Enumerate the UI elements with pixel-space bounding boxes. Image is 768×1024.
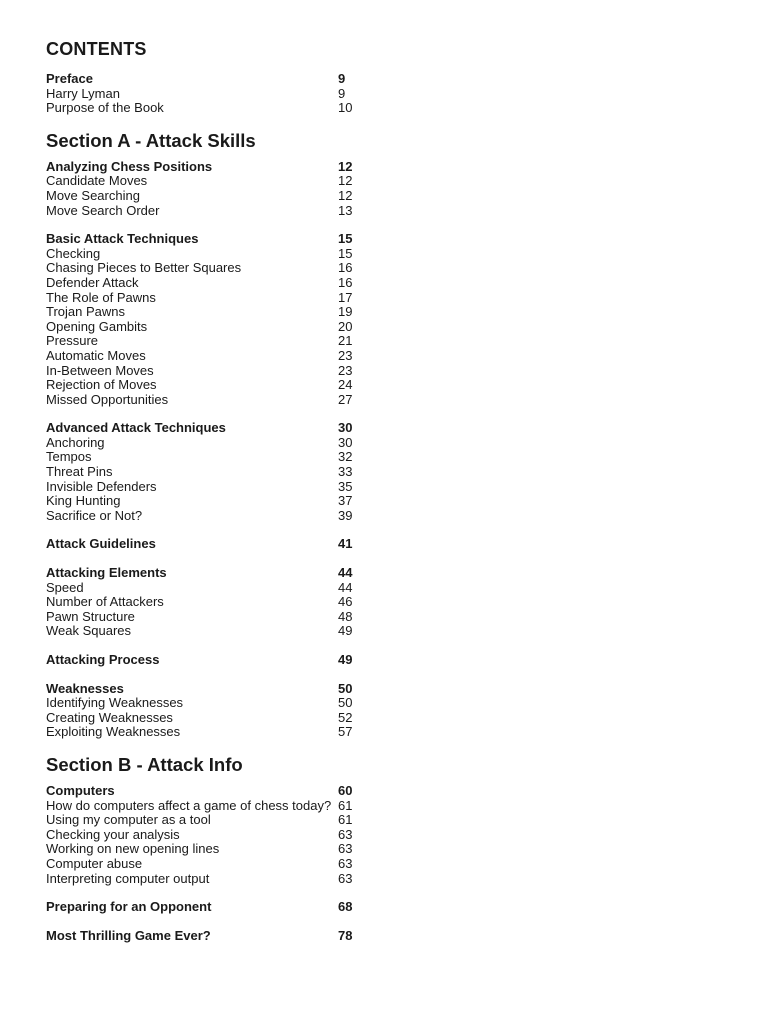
toc-page-number: 15	[338, 231, 353, 247]
toc-entry-label: Creating Weaknesses	[46, 709, 173, 725]
toc-page-number: 13	[338, 202, 353, 218]
toc-page-number: 21	[338, 333, 353, 349]
toc-entry-label: Exploiting Weaknesses	[46, 724, 181, 740]
toc-group	[46, 682, 366, 740]
toc-entry-label: Identifying Weaknesses	[46, 695, 184, 711]
toc-entry-label: Purpose of the Book	[46, 100, 164, 116]
toc-page-number: 12	[338, 173, 353, 189]
toc-page-number: 68	[338, 899, 353, 915]
toc-entry-row[interactable]	[46, 276, 366, 291]
toc-page-number: 10	[338, 100, 353, 116]
toc-page-number: 60	[338, 782, 353, 798]
toc-heading-row[interactable]	[46, 72, 366, 87]
page-title: CONTENTS	[46, 39, 147, 59]
toc-entry-row[interactable]	[46, 291, 366, 306]
toc-entry-label: How do computers affect a game of chess today?	[46, 797, 332, 813]
toc-entry-row[interactable]	[46, 624, 366, 639]
toc-page-number: 48	[338, 608, 353, 624]
toc-group	[46, 160, 366, 218]
section-block	[46, 754, 366, 943]
toc-entry-label: Invisible Defenders	[46, 478, 157, 494]
toc-page-number: 63	[338, 826, 353, 842]
toc-entry-label: The Role of Pawns	[46, 289, 156, 305]
toc-entry-label: Move Search Order	[46, 202, 160, 218]
toc-page-number: 49	[338, 652, 353, 667]
toc-page-number: 44	[338, 579, 353, 595]
toc-entry-row[interactable]	[46, 450, 366, 465]
toc-heading-row[interactable]	[46, 160, 366, 175]
toc-entry-row[interactable]	[46, 174, 366, 189]
toc-entry-label: Computer abuse	[46, 855, 143, 871]
toc-heading-row[interactable]	[46, 900, 366, 915]
toc-entry-row[interactable]	[46, 101, 366, 116]
toc-page-number: 16	[338, 260, 353, 276]
toc-page-number: 20	[338, 318, 353, 334]
toc-page-number: 46	[338, 594, 353, 610]
toc-page-number: 78	[338, 927, 353, 943]
toc-entry-row[interactable]	[46, 711, 366, 726]
toc-heading-row[interactable]	[46, 421, 366, 436]
toc-entry-label: Trojan Pawns	[46, 304, 125, 320]
toc-heading-label: Advanced Attack Techniques	[46, 420, 226, 436]
toc-entry-label: Checking your analysis	[46, 826, 180, 842]
toc-page-number: 16	[338, 274, 353, 290]
toc-page-number: 39	[338, 507, 353, 523]
toc-entry-label: Checking	[46, 245, 101, 261]
toc-page-number: 19	[338, 304, 353, 320]
toc-entry-row[interactable]	[46, 320, 366, 335]
toc-entry-row[interactable]	[46, 204, 366, 219]
toc-entry-label: Missed Opportunities	[46, 391, 169, 407]
section-block	[46, 130, 366, 740]
toc-page-number: 33	[338, 464, 353, 480]
toc-entry-label: Pawn Structure	[46, 608, 135, 624]
toc-entry-label: Number of Attackers	[46, 594, 164, 610]
toc-entry-row[interactable]	[46, 581, 366, 596]
toc-page-number: 9	[338, 71, 346, 86]
toc-page-number: 23	[338, 362, 353, 378]
toc-entry-label: Rejection of Moves	[46, 377, 157, 393]
toc-page-number: 61	[338, 797, 353, 813]
toc-page-number: 17	[338, 289, 353, 305]
toc-entry-label: Pressure	[46, 333, 99, 349]
toc-entry-row[interactable]	[46, 378, 366, 393]
toc-heading-row[interactable]	[46, 537, 366, 552]
toc-group	[46, 421, 366, 523]
toc-heading-row[interactable]	[46, 784, 366, 799]
preface-group	[46, 72, 366, 116]
toc-group	[46, 653, 366, 668]
toc-page-number: 37	[338, 493, 353, 509]
toc-entry-label: Chasing Pieces to Better Squares	[46, 260, 242, 276]
toc-group	[46, 929, 366, 944]
toc-entry-label: Working on new opening lines	[46, 841, 220, 857]
toc-page-number: 15	[338, 245, 353, 261]
toc-page-number: 63	[338, 841, 353, 857]
toc-entry-row[interactable]	[46, 349, 366, 364]
toc-page-number: 24	[338, 377, 353, 393]
toc-entry-row[interactable]	[46, 261, 366, 276]
toc-page-number: 12	[338, 158, 353, 174]
toc-page-number: 50	[338, 680, 353, 696]
toc-entry-label: Tempos	[46, 449, 92, 465]
toc-page-number: 61	[338, 812, 353, 828]
toc-heading-row[interactable]	[46, 653, 366, 668]
toc-entry-row[interactable]	[46, 87, 366, 102]
toc-entry-row[interactable]	[46, 305, 366, 320]
toc-entry-label: Interpreting computer output	[46, 870, 210, 886]
toc-entry-label: King Hunting	[46, 493, 121, 509]
toc-group	[46, 232, 366, 407]
toc-heading-label: Attacking Elements	[46, 565, 167, 581]
toc-heading-label: Preparing for an Opponent	[46, 899, 212, 915]
toc-page-number: 41	[338, 536, 353, 552]
toc-entry-row[interactable]	[46, 842, 366, 857]
toc-page-number: 57	[338, 724, 353, 740]
toc-entry-row[interactable]	[46, 872, 366, 887]
toc-entry-label: Automatic Moves	[46, 347, 146, 363]
toc-page-number: 32	[338, 449, 353, 465]
toc-entry-row[interactable]	[46, 509, 366, 524]
toc-heading-label: Computers	[46, 782, 115, 798]
toc-heading-row[interactable]	[46, 682, 366, 697]
toc-entry-row[interactable]	[46, 247, 366, 262]
toc-entry-label: Anchoring	[46, 434, 105, 450]
toc-entry-label: Move Searching	[46, 187, 140, 203]
toc-page-number: 27	[338, 391, 353, 407]
toc-page-number: 63	[338, 870, 353, 886]
toc-entry-label: Speed	[46, 579, 84, 595]
toc-entry-row[interactable]	[46, 799, 366, 814]
toc-heading-row[interactable]	[46, 232, 366, 247]
toc-group	[46, 537, 366, 552]
toc-entry-row[interactable]	[46, 436, 366, 451]
toc-heading-label: Weaknesses	[46, 680, 124, 696]
table-of-contents	[46, 38, 366, 957]
toc-entry-row[interactable]	[46, 189, 366, 204]
toc-entry-row[interactable]	[46, 610, 366, 625]
toc-entry-row[interactable]	[46, 480, 366, 495]
section-title: Section A - Attack Skills	[46, 129, 256, 151]
toc-page-number: 12	[338, 187, 353, 203]
toc-entry-row[interactable]	[46, 813, 366, 828]
toc-heading-row[interactable]	[46, 566, 366, 581]
toc-page-number: 44	[338, 565, 353, 581]
toc-heading-label: Most Thrilling Game Ever?	[46, 927, 211, 943]
toc-heading-label: Analyzing Chess Positions	[46, 158, 213, 174]
toc-heading-row[interactable]	[46, 929, 366, 944]
toc-entry-row[interactable]	[46, 393, 366, 408]
toc-heading-label: Attacking Process	[46, 652, 160, 667]
toc-entry-row[interactable]	[46, 595, 366, 610]
toc-entry-label: Threat Pins	[46, 464, 113, 480]
toc-page-number: 63	[338, 855, 353, 871]
toc-entry-row[interactable]	[46, 494, 366, 509]
toc-entry-row[interactable]	[46, 334, 366, 349]
toc-page-number: 49	[338, 623, 353, 639]
toc-group	[46, 900, 366, 915]
toc-page-number: 35	[338, 478, 353, 494]
toc-entry-row[interactable]	[46, 465, 366, 480]
toc-entry-label: Defender Attack	[46, 274, 139, 290]
toc-group	[46, 784, 366, 886]
toc-entry-row[interactable]	[46, 696, 366, 711]
toc-page-number: 9	[338, 85, 346, 101]
toc-page-number: 30	[338, 420, 353, 436]
toc-entry-label: In-Between Moves	[46, 362, 154, 378]
toc-entry-label: Sacrifice or Not?	[46, 507, 143, 523]
toc-heading-label: Attack Guidelines	[46, 536, 156, 552]
toc-entry-row[interactable]	[46, 364, 366, 379]
toc-page-number: 50	[338, 695, 353, 711]
toc-page-number: 52	[338, 709, 353, 725]
toc-entry-row[interactable]	[46, 857, 366, 872]
toc-heading-label: Preface	[46, 71, 93, 86]
toc-group	[46, 566, 366, 639]
toc-entry-label: Using my computer as a tool	[46, 812, 211, 828]
toc-page-number: 23	[338, 347, 353, 363]
toc-entry-label: Opening Gambits	[46, 318, 148, 334]
toc-page-number: 30	[338, 434, 353, 450]
toc-entry-row[interactable]	[46, 725, 366, 740]
section-title: Section B - Attack Info	[46, 753, 243, 775]
toc-entry-label: Harry Lyman	[46, 85, 120, 101]
toc-entry-row[interactable]	[46, 828, 366, 843]
toc-entry-label: Weak Squares	[46, 623, 132, 639]
sections-container	[46, 130, 366, 944]
toc-entry-label: Candidate Moves	[46, 173, 148, 189]
toc-heading-label: Basic Attack Techniques	[46, 231, 199, 247]
